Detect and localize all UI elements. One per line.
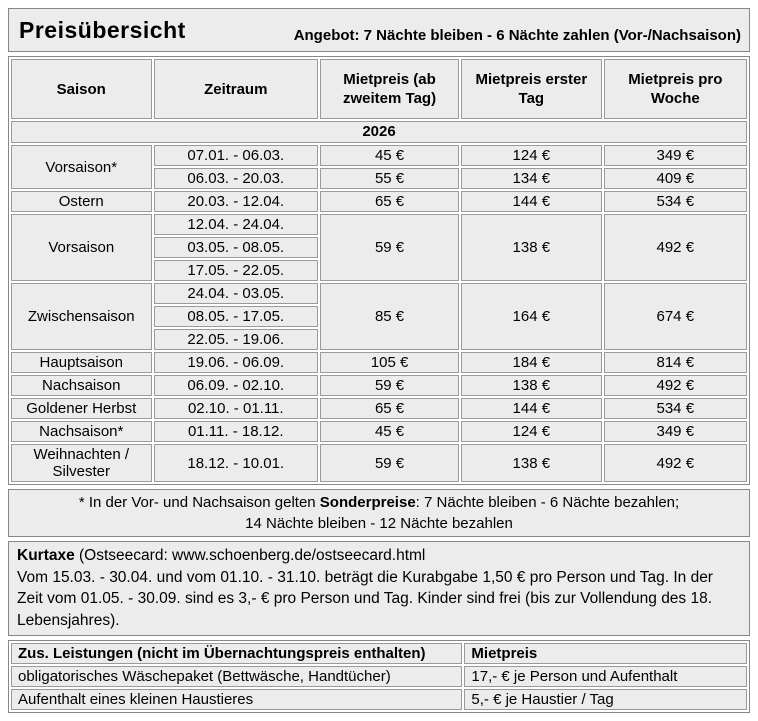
price-cell: 59 €	[320, 214, 459, 281]
season-cell: Weihnachten / Silvester	[11, 444, 152, 482]
service-price-cell: 5,- € je Haustier / Tag	[464, 689, 747, 710]
table-row	[11, 191, 747, 212]
special-price-note	[8, 489, 750, 537]
column-header-zeitraum: Zeitraum	[154, 59, 319, 119]
period-cell: 03.05. - 08.05.	[154, 237, 319, 258]
column-header-mietpreis-erster-tag: Mietpreis erster Tag	[461, 59, 602, 119]
table-row	[11, 421, 747, 442]
period-cell: 07.01. - 06.03.	[154, 145, 319, 166]
period-cell: 18.12. - 10.01.	[154, 444, 319, 482]
price-cell: 138 €	[461, 375, 602, 396]
price-cell: 349 €	[604, 145, 747, 166]
season-cell: Nachsaison*	[11, 421, 152, 442]
period-cell: 19.06. - 06.09.	[154, 352, 319, 373]
season-cell: Zwischensaison	[11, 283, 152, 350]
kurtaxe-info-box	[8, 541, 750, 636]
services-header-mietpreis: Mietpreis	[464, 643, 747, 664]
period-cell: 01.11. - 18.12.	[154, 421, 319, 442]
year-row	[11, 121, 747, 143]
price-table	[8, 56, 750, 485]
period-cell: 24.04. - 03.05.	[154, 283, 319, 304]
column-header-mietpreis-ab-zweitem-tag: Mietpreis (ab zweitem Tag)	[320, 59, 459, 119]
period-cell: 12.04. - 24.04.	[154, 214, 319, 235]
period-cell: 08.05. - 17.05.	[154, 306, 319, 327]
table-row	[11, 145, 747, 166]
price-cell: 492 €	[604, 214, 747, 281]
table-row	[11, 375, 747, 396]
note-bold-text: Sonderpreise	[319, 494, 416, 511]
table-row	[11, 666, 747, 687]
kurtaxe-url-text: (Ostseecard: www.schoenberg.de/ostseecard.html	[74, 547, 426, 564]
price-cell: 124 €	[461, 421, 602, 442]
service-cell: Aufenthalt eines kleinen Haustieres	[11, 689, 462, 710]
period-cell: 22.05. - 19.06.	[154, 329, 319, 350]
offer-text: Angebot: 7 Nächte bleiben - 6 Nächte zahlen (Vor-/Nachsaison)	[293, 26, 741, 44]
period-cell: 06.03. - 20.03.	[154, 168, 319, 189]
column-header-mietpreis-pro-woche: Mietpreis pro Woche	[604, 59, 747, 119]
table-row	[11, 214, 747, 235]
kurtaxe-label: Kurtaxe	[17, 547, 75, 564]
service-cell: obligatorisches Wäschepaket (Bettwäsche, Handtücher)	[11, 666, 462, 687]
price-cell: 134 €	[461, 168, 602, 189]
price-cell: 144 €	[461, 398, 602, 419]
price-cell: 59 €	[320, 375, 459, 396]
price-cell: 814 €	[604, 352, 747, 373]
table-row	[11, 283, 747, 304]
period-cell: 20.03. - 12.04.	[154, 191, 319, 212]
price-cell: 492 €	[604, 375, 747, 396]
price-cell: 55 €	[320, 168, 459, 189]
price-cell: 674 €	[604, 283, 747, 350]
table-header-row	[11, 59, 747, 119]
title-bar	[8, 8, 750, 52]
period-cell: 17.05. - 22.05.	[154, 260, 319, 281]
page-title: Preisübersicht	[19, 16, 186, 43]
season-cell: Nachsaison	[11, 375, 152, 396]
kurtaxe-body: Vom 15.03. - 30.04. und vom 01.10. - 31.10. beträgt die Kurabgabe 1,50 € pro Person und Tag. In der Zeit vom 01.05. - 30.09. sind es 3,- € pro Person und Tag. Kinder sind frei (bis zur Vollendung des 18. Lebensjahres).	[17, 568, 713, 629]
note-line-2: 14 Nächte bleiben - 12 Nächte bezahlen	[245, 515, 513, 532]
price-cell: 65 €	[320, 191, 459, 212]
note-text: : 7 Nächte bleiben - 6 Nächte bezahlen;	[415, 494, 680, 511]
price-cell: 59 €	[320, 444, 459, 482]
price-cell: 138 €	[461, 214, 602, 281]
price-cell: 144 €	[461, 191, 602, 212]
price-cell: 138 €	[461, 444, 602, 482]
price-cell: 534 €	[604, 191, 747, 212]
price-cell: 184 €	[461, 352, 602, 373]
column-header-saison: Saison	[11, 59, 152, 119]
price-cell: 492 €	[604, 444, 747, 482]
price-cell: 65 €	[320, 398, 459, 419]
kurtaxe-title-line	[17, 545, 741, 567]
season-cell: Ostern	[11, 191, 152, 212]
period-cell: 02.10. - 01.11.	[154, 398, 319, 419]
table-row	[11, 398, 747, 419]
price-cell: 409 €	[604, 168, 747, 189]
season-cell: Vorsaison*	[11, 145, 152, 189]
table-row	[11, 352, 747, 373]
price-cell: 349 €	[604, 421, 747, 442]
year-label: 2026	[11, 121, 747, 143]
services-table	[8, 640, 750, 713]
price-cell: 534 €	[604, 398, 747, 419]
services-header-row	[11, 643, 747, 664]
season-cell: Goldener Herbst	[11, 398, 152, 419]
note-line-1	[15, 492, 743, 513]
price-cell: 45 €	[320, 145, 459, 166]
price-cell: 45 €	[320, 421, 459, 442]
season-cell: Vorsaison	[11, 214, 152, 281]
note-text: * In der Vor- und Nachsaison gelten	[78, 494, 320, 511]
services-header-leistungen: Zus. Leistungen (nicht im Übernachtungspreis enthalten)	[11, 643, 462, 664]
price-cell: 85 €	[320, 283, 459, 350]
period-cell: 06.09. - 02.10.	[154, 375, 319, 396]
price-cell: 164 €	[461, 283, 602, 350]
service-price-cell: 17,- € je Person und Aufenthalt	[464, 666, 747, 687]
table-row	[11, 689, 747, 710]
season-cell: Hauptsaison	[11, 352, 152, 373]
price-cell: 124 €	[461, 145, 602, 166]
table-row	[11, 444, 747, 482]
price-cell: 105 €	[320, 352, 459, 373]
